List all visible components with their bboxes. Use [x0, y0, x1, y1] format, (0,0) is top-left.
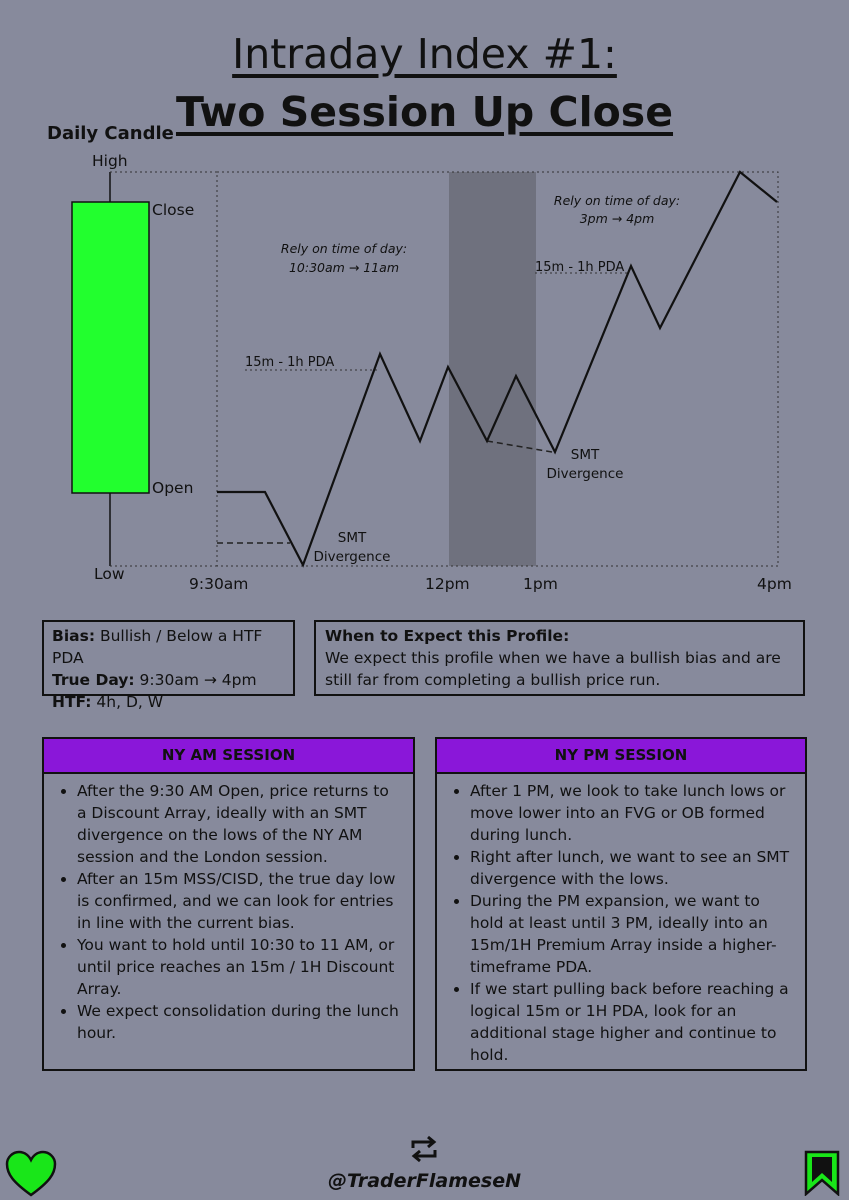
pm-item-4: • If we start pulling back before reaching a logical 15m or 1H PDA, look for an additional stage higher and continue to hold. — [470, 978, 791, 1066]
bias-row — [52, 625, 285, 669]
close-label: Close — [152, 201, 195, 219]
pda-pm-label: 15m - 1h PDA — [535, 260, 625, 275]
rely-am-line2: 10:30am → 11am — [288, 260, 400, 275]
expect-line-1: We expect this profile when we have a bullish bias and are — [325, 649, 781, 667]
title-line-2: Two Session Up Close — [175, 88, 674, 136]
smt-am-line1: SMT — [337, 530, 367, 546]
pda-am-label: 15m - 1h PDA — [245, 355, 335, 370]
expect-box — [314, 620, 805, 696]
high-label: High — [92, 152, 128, 170]
daily-candle-label: Daily Candle — [47, 123, 174, 144]
trueday-label: True Day: — [52, 671, 135, 689]
pm-session-panel — [435, 737, 807, 1071]
bookmark-icon[interactable] — [803, 1150, 841, 1196]
htf-value: 4h, D, W — [96, 693, 164, 711]
trueday-value: 9:30am → 4pm — [139, 671, 257, 689]
am-item-3: • You want to hold until 10:30 to 11 AM, or until price reaches an 15m / 1H Discount Array. — [77, 934, 399, 1000]
am-session-panel — [42, 737, 415, 1071]
htf-label: HTF: — [52, 693, 92, 711]
author-handle: @TraderFlameseN — [327, 1170, 521, 1192]
trueday-row — [52, 669, 285, 691]
rely-am-line1: Rely on time of day: — [280, 241, 408, 256]
bias-label: Bias: — [52, 627, 96, 645]
smt-am-line2: Divergence — [313, 549, 391, 565]
time-label-930: 9:30am — [189, 575, 249, 593]
pm-item-2: • Right after lunch, we want to see an SMT divergence with the lows. — [470, 846, 791, 890]
low-label: Low — [94, 565, 125, 583]
smt-pm-line1: SMT — [570, 447, 600, 463]
time-label-1pm: 1pm — [523, 575, 558, 593]
pm-session-title: NY PM SESSION — [437, 739, 805, 774]
title-line-1: Intraday Index #1: — [232, 30, 617, 78]
expect-line-2: still far from completing a bullish price run. — [325, 671, 661, 689]
am-session-title: NY AM SESSION — [44, 739, 413, 774]
time-label-12pm: 12pm — [425, 575, 470, 593]
htf-row — [52, 691, 285, 713]
am-item-1: • After the 9:30 AM Open, price returns to a Discount Array, ideally with an SMT divergence on the lows of the NY AM session and the London session. — [77, 780, 399, 868]
repost-icon[interactable] — [407, 1132, 441, 1166]
candle-body — [72, 202, 149, 493]
pm-item-3: • During the PM expansion, we want to hold at least until 3 PM, ideally into an 15m/1H Premium Array inside a higher-timeframe PDA. — [470, 890, 791, 978]
am-item-4: • We expect consolidation during the lunch hour. — [77, 1000, 399, 1044]
time-label-4pm: 4pm — [757, 575, 792, 593]
pm-item-1: • After 1 PM, we look to take lunch lows or move lower into an FVG or OB formed during lunch. — [470, 780, 791, 846]
bias-value: Bullish / Below a HTF PDA — [52, 627, 263, 667]
open-label: Open — [152, 479, 194, 497]
rely-pm-line2: 3pm → 4pm — [579, 211, 655, 226]
lunch-hour-shade — [449, 172, 536, 566]
rely-pm-line1: Rely on time of day: — [553, 193, 681, 208]
smt-pm-line2: Divergence — [546, 466, 624, 482]
bias-box — [42, 620, 295, 711]
expect-title: When to Expect this Profile: — [325, 627, 570, 645]
am-item-2: • After an 15m MSS/CISD, the true day low is confirmed, and we can look for entries in line with the current bias. — [77, 868, 399, 934]
pm-session-list — [437, 780, 805, 1066]
am-session-list — [44, 780, 413, 1044]
